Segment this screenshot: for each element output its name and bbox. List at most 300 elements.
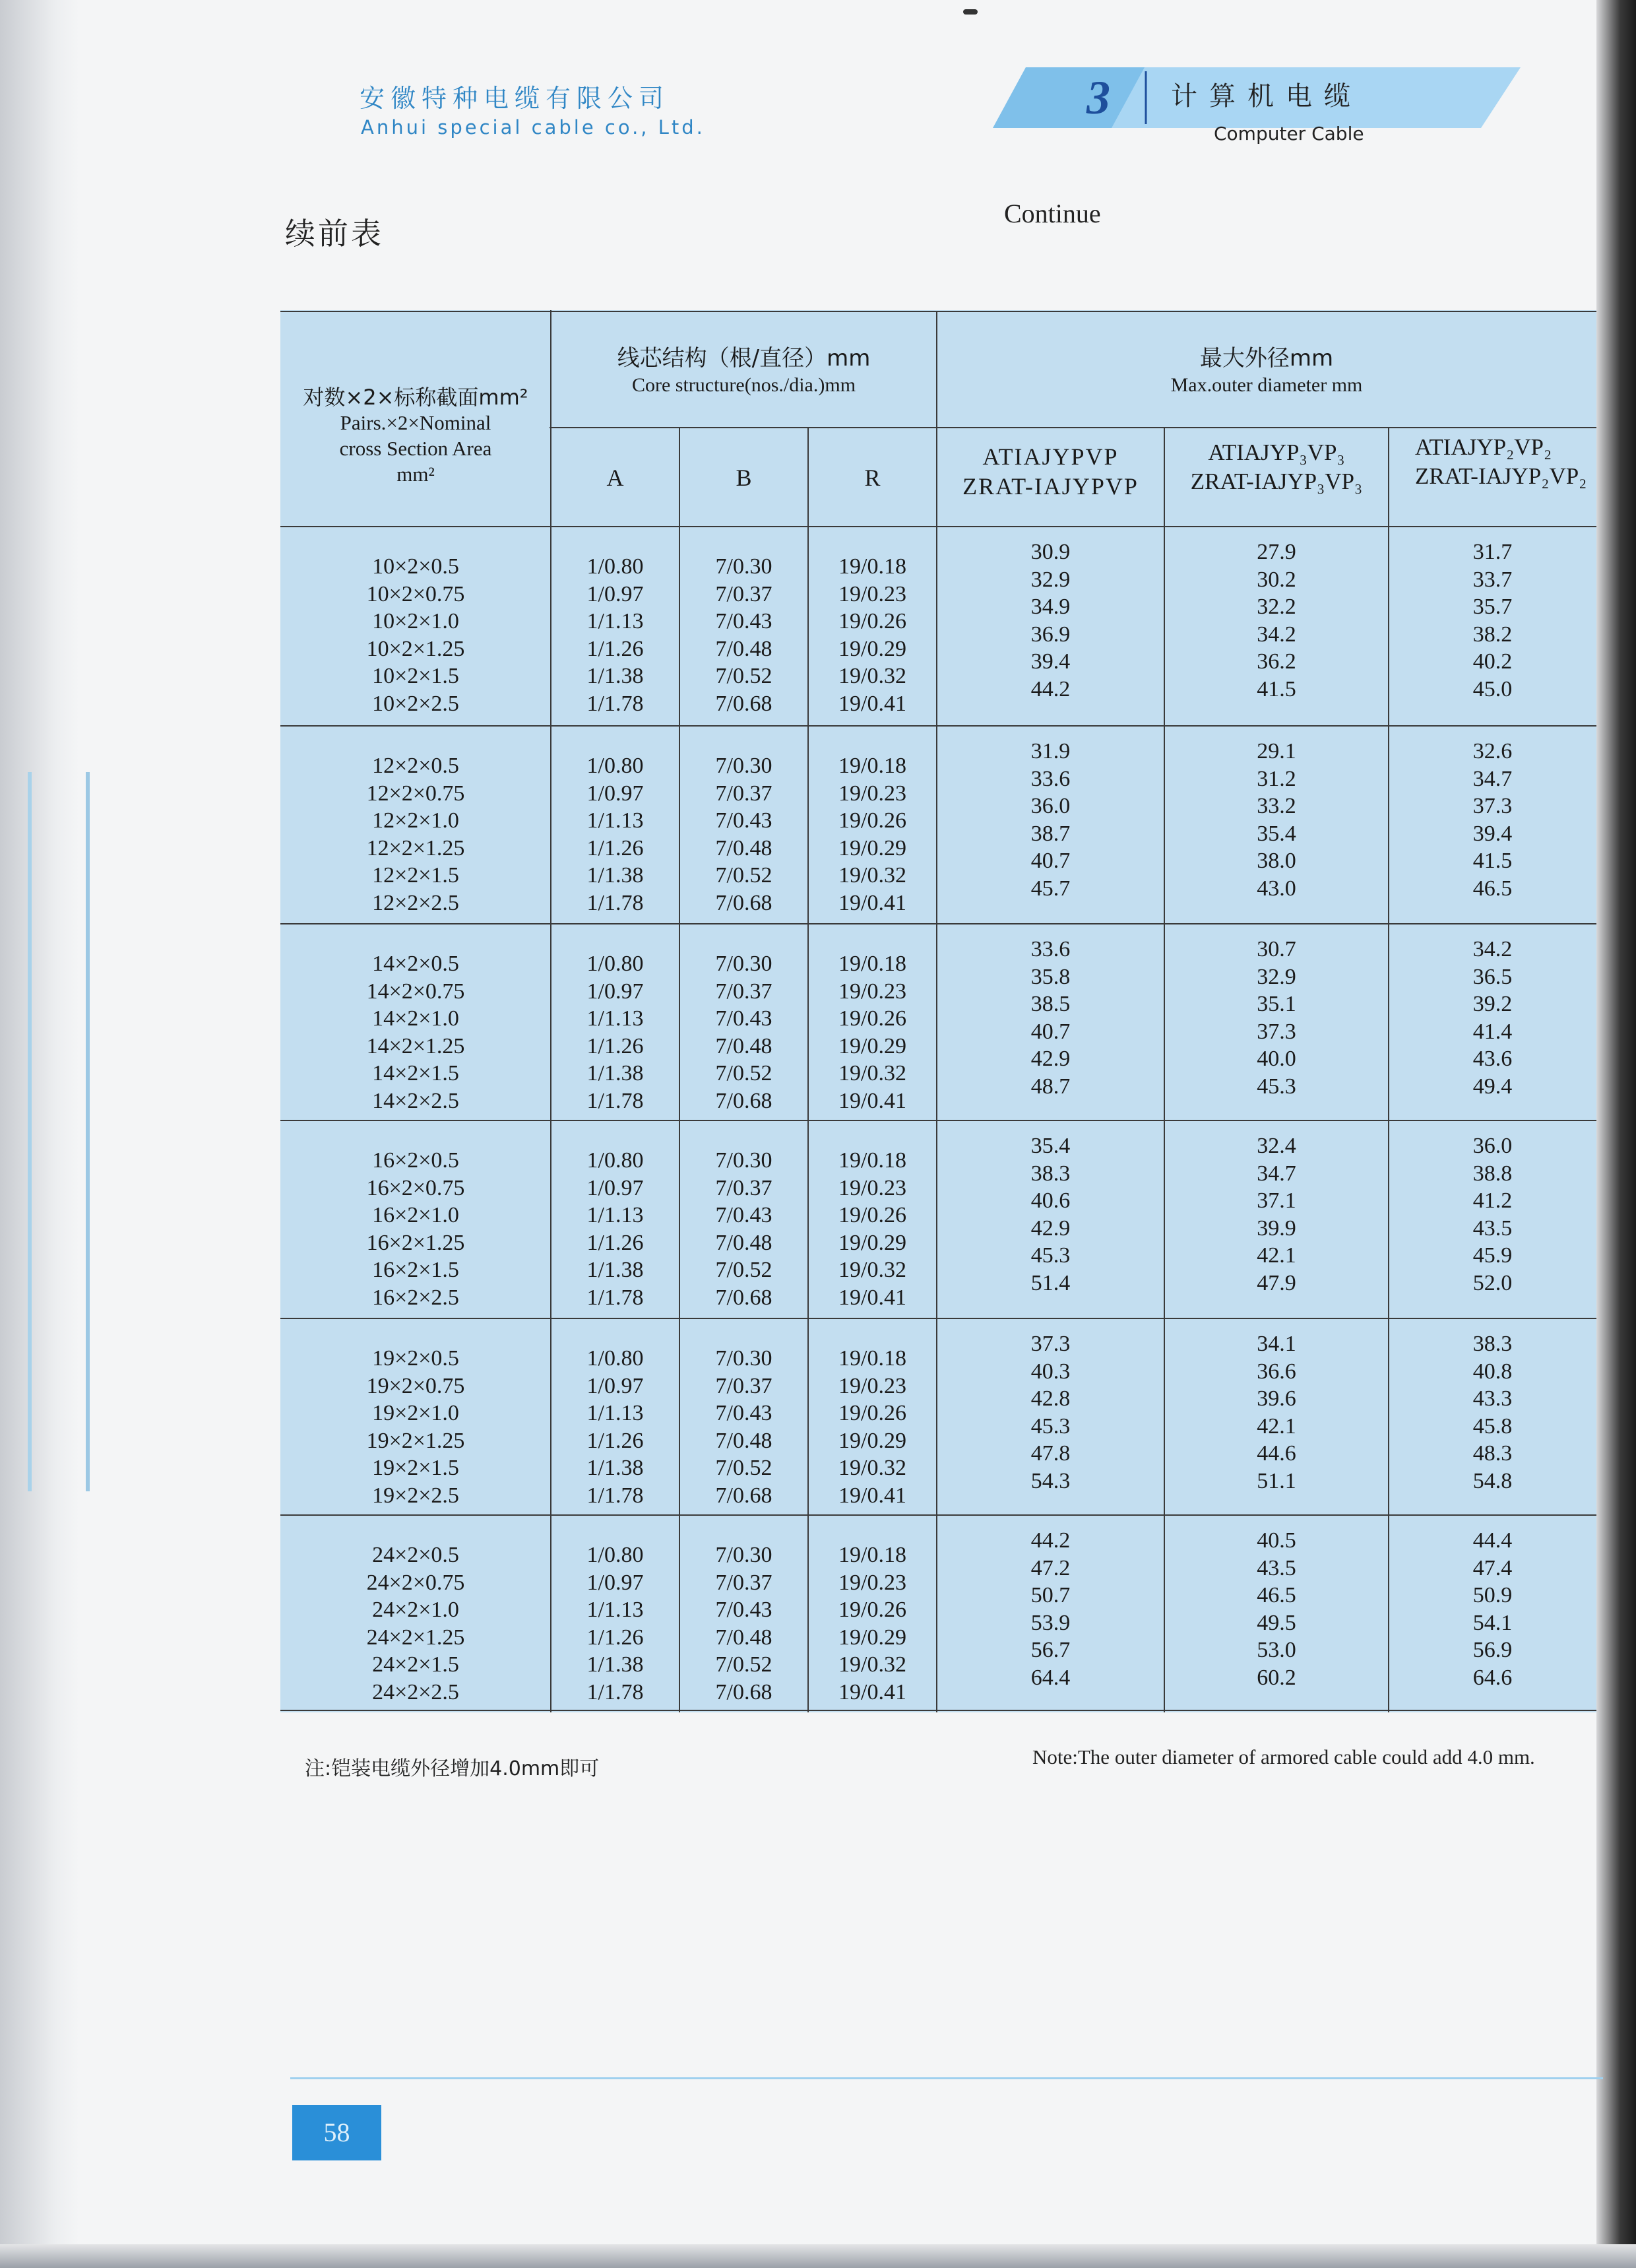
cell-core-a: 1/1.26 (586, 835, 644, 860)
cell-spec: 14×2×1.5 (372, 1061, 459, 1085)
cell-spec: 12×2×1.0 (372, 808, 459, 833)
cell-dia-2-column (1164, 738, 1389, 902)
cell-dia-1: 47.8 (1030, 1441, 1071, 1466)
cell-spec-column (280, 1541, 551, 1706)
cell-dia-3: 54.1 (1472, 1610, 1513, 1635)
cell-core-a: 1/1.38 (586, 863, 644, 888)
cell-dia-1: 47.2 (1030, 1555, 1071, 1580)
chapter-title-en: Computer Cable (1214, 123, 1364, 145)
chapter-title-cn: 计算机电缆 (1171, 81, 1362, 112)
cell-dia-2: 39.9 (1257, 1215, 1296, 1241)
cell-core-r: 19/0.32 (838, 1061, 906, 1085)
cell-core-r: 19/0.29 (838, 835, 906, 860)
cell-dia-3: 52.0 (1472, 1270, 1513, 1295)
cell-dia-3: 41.5 (1472, 849, 1513, 873)
cell-core-r: 19/0.41 (838, 890, 906, 915)
cell-core-b: 7/0.68 (715, 691, 772, 716)
col-header-spec-en: cross Section Area (339, 436, 492, 460)
cell-dia-3: 48.3 (1472, 1441, 1513, 1466)
cell-spec: 14×2×2.5 (372, 1088, 459, 1113)
cell-core-a: 1/1.38 (586, 664, 644, 688)
cell-core-b: 7/0.48 (715, 636, 772, 661)
cell-core-r: 19/0.29 (838, 636, 906, 661)
cell-dia-2-column (1164, 538, 1389, 703)
cell-core-b: 7/0.37 (715, 1373, 772, 1398)
cell-dia-1: 32.9 (1030, 567, 1071, 592)
cell-spec: 10×2×0.5 (372, 554, 459, 579)
cell-spec: 16×2×0.5 (372, 1148, 459, 1173)
cell-dia-2: 43.5 (1257, 1555, 1296, 1580)
cell-core-b: 7/0.68 (715, 890, 772, 915)
cell-dia-2: 41.5 (1257, 676, 1296, 701)
cell-core-a: 1/1.38 (586, 1652, 644, 1677)
cell-spec: 16×2×1.5 (372, 1258, 459, 1282)
cell-core-r-column (808, 553, 937, 717)
cell-dia-2: 42.1 (1257, 1243, 1296, 1268)
cell-spec: 12×2×1.5 (372, 863, 459, 888)
note-cn: 注:铠装电缆外径增加4.0mm即可 (305, 1757, 600, 1780)
cell-core-b: 7/0.30 (715, 952, 772, 976)
cell-core-a: 1/0.80 (586, 1346, 644, 1371)
cell-dia-3: 49.4 (1472, 1074, 1513, 1099)
cell-dia-1: 31.9 (1030, 739, 1071, 763)
cell-core-r: 19/0.18 (838, 952, 906, 976)
cell-dia-2: 32.4 (1257, 1134, 1296, 1158)
subheader-type-3 (1389, 433, 1596, 491)
cell-core-b: 7/0.43 (715, 1598, 772, 1622)
cell-dia-3: 40.8 (1472, 1359, 1513, 1384)
cell-dia-2: 33.2 (1257, 794, 1296, 818)
cell-dia-2: 37.3 (1257, 1019, 1296, 1044)
cell-core-b: 7/0.30 (715, 1543, 772, 1567)
cell-dia-1: 44.2 (1030, 1528, 1071, 1553)
subheader-a: A (606, 465, 624, 491)
cell-dia-2: 45.3 (1257, 1074, 1296, 1099)
cell-dia-1: 50.7 (1030, 1583, 1071, 1607)
cell-core-b: 7/0.52 (715, 664, 772, 688)
cell-dia-2: 44.6 (1257, 1441, 1296, 1466)
cell-core-b: 7/0.37 (715, 979, 772, 1004)
page-bottom-shadow (0, 2244, 1636, 2268)
cell-spec: 24×2×2.5 (372, 1679, 459, 1704)
cell-core-r: 19/0.18 (838, 1346, 906, 1371)
cell-dia-3: 41.4 (1472, 1019, 1513, 1044)
cell-core-b: 7/0.43 (715, 1006, 772, 1031)
cell-core-a: 1/1.26 (586, 1230, 644, 1255)
cell-dia-2: 30.7 (1257, 937, 1296, 961)
page-number: 58 (292, 2105, 381, 2160)
cell-spec: 24×2×0.75 (366, 1570, 465, 1595)
cell-dia-2: 46.5 (1257, 1583, 1296, 1607)
subheader-type-2 (1164, 438, 1389, 496)
cell-dia-3: 45.9 (1472, 1243, 1513, 1268)
company-name-cn: 安徽特种电缆有限公司 (360, 84, 670, 113)
cell-dia-1: 39.4 (1030, 649, 1071, 674)
cell-dia-1: 45.3 (1030, 1243, 1071, 1268)
cell-dia-1: 33.6 (1030, 937, 1071, 961)
cell-core-b: 7/0.48 (715, 1230, 772, 1255)
cell-core-b-column (679, 1345, 808, 1509)
cell-spec: 24×2×0.5 (372, 1543, 459, 1567)
cell-dia-2: 35.1 (1257, 992, 1296, 1016)
cell-core-a: 1/1.78 (586, 1088, 644, 1113)
cell-core-a: 1/0.97 (586, 1373, 644, 1398)
cell-core-b-column (679, 1147, 808, 1311)
cell-dia-2: 51.1 (1257, 1468, 1296, 1493)
cell-spec: 16×2×1.0 (372, 1203, 459, 1227)
cell-core-b: 7/0.43 (715, 1401, 772, 1425)
speck (963, 9, 978, 15)
cell-dia-1: 33.6 (1030, 766, 1071, 791)
cell-dia-3: 45.8 (1472, 1413, 1513, 1439)
cell-dia-2: 37.1 (1257, 1188, 1296, 1213)
type-name: ATIAJYP₂VP₂ (1415, 434, 1552, 460)
col-header-maxdia-en: Max.outer diameter mm (1170, 373, 1363, 396)
cell-spec: 12×2×0.5 (372, 754, 459, 778)
col-header-spec-en: Pairs.×2×Nominal (340, 411, 491, 434)
cell-core-a: 1/1.78 (586, 1285, 644, 1310)
cell-spec-column (280, 1147, 551, 1311)
cell-dia-2: 38.0 (1257, 849, 1296, 873)
cell-core-a: 1/1.78 (586, 1679, 644, 1704)
cell-dia-1: 54.3 (1030, 1468, 1071, 1493)
cell-core-r: 19/0.41 (838, 1679, 906, 1704)
cell-dia-2: 42.1 (1257, 1413, 1296, 1439)
cell-core-a: 1/1.78 (586, 1483, 644, 1508)
cell-dia-2: 34.1 (1257, 1332, 1296, 1356)
cell-spec: 14×2×0.5 (372, 952, 459, 976)
cell-dia-1: 38.3 (1030, 1161, 1071, 1186)
cell-core-a: 1/1.13 (586, 1203, 644, 1227)
cell-core-r: 19/0.23 (838, 1175, 906, 1200)
cell-dia-2: 43.0 (1257, 876, 1296, 901)
cell-core-a: 1/0.97 (586, 1175, 644, 1200)
cell-core-a-column (551, 752, 679, 917)
cell-dia-3: 46.5 (1472, 876, 1513, 901)
cell-core-b: 7/0.52 (715, 1652, 772, 1677)
cell-core-a: 1/1.13 (586, 1401, 644, 1425)
cell-core-a: 1/0.80 (586, 1543, 644, 1567)
cell-core-b: 7/0.37 (715, 1175, 772, 1200)
cell-core-a-column (551, 1541, 679, 1706)
chapter-banner (993, 67, 1521, 128)
type-name: ATIAJYP₃VP₃ (1208, 439, 1345, 465)
col-header-maxdia (937, 344, 1596, 397)
cell-dia-2: 34.7 (1257, 1161, 1296, 1186)
cell-core-b: 7/0.48 (715, 1625, 772, 1650)
cell-dia-3: 41.2 (1472, 1188, 1513, 1213)
col-header-spec-en: mm² (396, 462, 435, 486)
page-edge-shadow (1596, 0, 1636, 2268)
cell-dia-1-column (937, 936, 1164, 1100)
cell-core-a: 1/1.38 (586, 1456, 644, 1480)
cell-dia-1: 53.9 (1030, 1610, 1071, 1635)
cell-dia-1: 64.4 (1030, 1665, 1071, 1690)
cell-spec: 14×2×1.0 (372, 1006, 459, 1031)
type-name: ZRAT-IAJYP₂VP₂ (1415, 463, 1587, 489)
cell-dia-2: 60.2 (1257, 1665, 1296, 1690)
note-en: Note:The outer diameter of armored cable could add 4.0 mm. (1032, 1745, 1535, 1768)
cell-spec: 10×2×1.5 (372, 664, 459, 688)
cell-core-a: 1/1.38 (586, 1258, 644, 1282)
cell-core-b: 7/0.30 (715, 1346, 772, 1371)
cell-dia-3: 43.5 (1472, 1215, 1513, 1241)
subheader-type-1 (937, 442, 1164, 502)
cell-dia-1: 45.3 (1030, 1413, 1071, 1439)
cell-dia-1: 35.8 (1030, 964, 1071, 989)
cell-dia-2: 35.4 (1257, 821, 1296, 846)
cell-core-r: 19/0.41 (838, 1483, 906, 1508)
cell-core-r: 19/0.23 (838, 581, 906, 606)
cell-dia-2: 32.9 (1257, 964, 1296, 989)
cell-spec: 24×2×1.0 (372, 1598, 459, 1622)
cell-dia-3: 36.5 (1472, 964, 1513, 989)
cell-core-a-column (551, 1147, 679, 1311)
cell-dia-1: 38.5 (1030, 992, 1071, 1016)
cell-core-r: 19/0.41 (838, 1285, 906, 1310)
binding-line (86, 772, 90, 1491)
cell-core-a-column (551, 950, 679, 1115)
cell-core-r: 19/0.29 (838, 1033, 906, 1058)
footer-divider (290, 2077, 1603, 2079)
cell-core-r: 19/0.26 (838, 609, 906, 633)
cell-dia-3: 33.7 (1472, 567, 1513, 592)
cell-core-b: 7/0.68 (715, 1285, 772, 1310)
cell-dia-3: 34.2 (1472, 937, 1513, 961)
cell-dia-3: 47.4 (1472, 1555, 1513, 1580)
cell-dia-2: 32.2 (1257, 595, 1296, 619)
cell-spec-column (280, 553, 551, 717)
cell-spec: 12×2×0.75 (366, 781, 465, 806)
cell-dia-1: 51.4 (1030, 1270, 1071, 1295)
cell-dia-3: 39.4 (1472, 821, 1513, 846)
cell-dia-2: 27.9 (1257, 540, 1296, 564)
cell-spec: 14×2×1.25 (366, 1033, 465, 1058)
cell-core-r: 19/0.41 (838, 691, 906, 716)
cell-core-b: 7/0.48 (715, 1033, 772, 1058)
cell-core-a: 1/1.78 (586, 691, 644, 716)
cell-spec: 19×2×2.5 (372, 1483, 459, 1508)
cell-dia-1: 40.7 (1030, 1019, 1071, 1044)
cell-core-a: 1/1.13 (586, 1598, 644, 1622)
col-header-core-en: Core structure(nos./dia.)mm (631, 373, 856, 396)
cell-core-a: 1/0.80 (586, 754, 644, 778)
cell-spec: 10×2×1.0 (372, 609, 459, 633)
cell-core-a: 1/0.80 (586, 1148, 644, 1173)
cell-core-a: 1/0.97 (586, 781, 644, 806)
cell-core-b: 7/0.48 (715, 835, 772, 860)
continue-label-cn: 续前表 (285, 216, 384, 251)
cell-core-a-column (551, 1345, 679, 1509)
cell-spec: 19×2×1.5 (372, 1456, 459, 1480)
cell-dia-1-column (937, 1330, 1164, 1495)
cell-core-b: 7/0.52 (715, 1061, 772, 1085)
cell-spec: 19×2×1.25 (366, 1428, 465, 1453)
cell-dia-2: 30.2 (1257, 567, 1296, 592)
cell-dia-3-column (1389, 936, 1596, 1100)
cell-dia-2: 40.5 (1257, 1528, 1296, 1553)
cell-core-b: 7/0.30 (715, 754, 772, 778)
company-name-en: Anhui special cable co., Ltd. (361, 116, 705, 139)
cell-core-b: 7/0.68 (715, 1088, 772, 1113)
cell-spec: 19×2×0.5 (372, 1346, 459, 1371)
cell-dia-3: 38.2 (1472, 622, 1513, 647)
cell-core-r: 19/0.32 (838, 1652, 906, 1677)
cell-core-r: 19/0.18 (838, 554, 906, 579)
cell-core-b-column (679, 950, 808, 1115)
cell-dia-1: 48.7 (1030, 1074, 1071, 1099)
cell-dia-2-column (1164, 1330, 1389, 1495)
cell-core-b: 7/0.68 (715, 1679, 772, 1704)
cell-core-b: 7/0.37 (715, 581, 772, 606)
cell-core-a: 1/0.97 (586, 581, 644, 606)
cell-core-b: 7/0.30 (715, 1148, 772, 1173)
cell-dia-3: 43.3 (1472, 1386, 1513, 1411)
cell-spec-column (280, 1345, 551, 1509)
cell-spec: 10×2×2.5 (372, 691, 459, 716)
cell-dia-2: 49.5 (1257, 1610, 1296, 1635)
cell-dia-1: 42.9 (1030, 1047, 1071, 1071)
cell-dia-1-column (937, 538, 1164, 703)
cell-dia-1: 45.7 (1030, 876, 1071, 901)
cell-dia-2: 36.6 (1257, 1359, 1296, 1384)
cell-dia-3-column (1389, 738, 1596, 902)
cell-core-r: 19/0.26 (838, 1006, 906, 1031)
cell-dia-2: 53.0 (1257, 1638, 1296, 1662)
cell-spec: 14×2×0.75 (366, 979, 465, 1004)
binding-line (28, 772, 32, 1491)
cell-dia-2: 29.1 (1257, 739, 1296, 763)
cell-dia-3: 34.7 (1472, 766, 1513, 791)
cell-dia-1: 36.0 (1030, 794, 1071, 818)
cell-dia-1: 38.7 (1030, 821, 1071, 846)
cell-core-b: 7/0.30 (715, 554, 772, 579)
cell-core-r-column (808, 950, 937, 1115)
cell-spec: 24×2×1.25 (366, 1625, 465, 1650)
cell-dia-3: 31.7 (1472, 540, 1513, 564)
cell-core-b: 7/0.37 (715, 781, 772, 806)
cell-spec: 16×2×2.5 (372, 1285, 459, 1310)
cell-spec: 12×2×1.25 (366, 835, 465, 860)
cell-dia-2-column (1164, 936, 1389, 1100)
cell-dia-1-column (937, 738, 1164, 902)
cell-core-b: 7/0.37 (715, 1570, 772, 1595)
cell-core-r-column (808, 1345, 937, 1509)
cell-dia-3-column (1389, 1132, 1596, 1297)
cell-dia-3: 45.0 (1472, 676, 1513, 701)
cell-core-b: 7/0.52 (715, 1456, 772, 1480)
cell-core-b-column (679, 553, 808, 717)
cell-dia-1-column (937, 1527, 1164, 1691)
cell-dia-2: 34.2 (1257, 622, 1296, 647)
cell-core-r: 19/0.23 (838, 781, 906, 806)
cell-core-b: 7/0.68 (715, 1483, 772, 1508)
cell-core-r: 19/0.29 (838, 1625, 906, 1650)
cell-core-r-column (808, 752, 937, 917)
cell-core-r: 19/0.23 (838, 1373, 906, 1398)
cell-dia-1: 56.7 (1030, 1638, 1071, 1662)
cell-dia-3: 56.9 (1472, 1638, 1513, 1662)
cell-dia-3: 38.8 (1472, 1161, 1513, 1186)
cell-dia-2-column (1164, 1527, 1389, 1691)
type-name: ZRAT-IAJYP₃VP₃ (1190, 468, 1363, 494)
type-name: ATIAJYPVP (982, 443, 1119, 470)
cell-core-r: 19/0.32 (838, 863, 906, 888)
cell-core-b-column (679, 752, 808, 917)
cell-core-r: 19/0.26 (838, 1598, 906, 1622)
cell-spec: 24×2×1.5 (372, 1652, 459, 1677)
cell-dia-3-column (1389, 1330, 1596, 1495)
cell-core-r: 19/0.23 (838, 979, 906, 1004)
continue-label-en: Continue (1004, 199, 1101, 228)
cell-core-a: 1/1.13 (586, 1006, 644, 1031)
cell-core-b-column (679, 1541, 808, 1706)
page-binding-shadow (0, 0, 79, 2268)
cell-spec: 10×2×1.25 (366, 636, 465, 661)
cell-core-b: 7/0.43 (715, 1203, 772, 1227)
cell-dia-3-column (1389, 1527, 1596, 1691)
cell-dia-1-column (937, 1132, 1164, 1297)
cell-core-a: 1/1.13 (586, 609, 644, 633)
cell-core-r: 19/0.32 (838, 1258, 906, 1282)
cell-dia-1: 42.9 (1030, 1215, 1071, 1241)
cell-dia-1: 40.6 (1030, 1188, 1071, 1213)
cell-core-a: 1/1.78 (586, 890, 644, 915)
chapter-number: 3 (1086, 71, 1110, 124)
cell-dia-3: 35.7 (1472, 595, 1513, 619)
cell-dia-3: 54.8 (1472, 1468, 1513, 1493)
cell-dia-3: 32.6 (1472, 739, 1513, 763)
cell-dia-3-column (1389, 538, 1596, 703)
cell-core-a: 1/0.80 (586, 554, 644, 579)
cell-core-b: 7/0.52 (715, 863, 772, 888)
cell-core-r: 19/0.29 (838, 1230, 906, 1255)
cell-spec: 19×2×0.75 (366, 1373, 465, 1398)
col-header-core (551, 344, 937, 397)
cell-dia-1: 42.8 (1030, 1386, 1071, 1411)
cell-core-r: 19/0.32 (838, 1456, 906, 1480)
cell-core-a: 1/0.97 (586, 1570, 644, 1595)
cell-core-r: 19/0.18 (838, 1543, 906, 1567)
cell-dia-3: 37.3 (1472, 794, 1513, 818)
cell-core-a: 1/1.26 (586, 636, 644, 661)
cell-spec-column (280, 950, 551, 1115)
cell-core-r: 19/0.41 (838, 1088, 906, 1113)
cell-core-a: 1/0.80 (586, 952, 644, 976)
cell-core-b: 7/0.43 (715, 808, 772, 833)
cell-dia-3: 39.2 (1472, 992, 1513, 1016)
cell-dia-2: 36.2 (1257, 649, 1296, 674)
cell-core-r: 19/0.26 (838, 1203, 906, 1227)
cell-core-r: 19/0.18 (838, 1148, 906, 1173)
cell-core-a: 1/1.13 (586, 808, 644, 833)
cell-core-r: 19/0.18 (838, 754, 906, 778)
cell-dia-3: 40.2 (1472, 649, 1513, 674)
spec-table (280, 310, 1596, 1712)
col-header-spec (280, 384, 551, 487)
cell-dia-1: 30.9 (1030, 540, 1071, 564)
cell-core-r-column (808, 1541, 937, 1706)
cell-dia-2: 40.0 (1257, 1047, 1296, 1071)
cell-dia-2: 31.2 (1257, 766, 1296, 791)
cell-dia-1: 34.9 (1030, 595, 1071, 619)
cell-core-r: 19/0.23 (838, 1570, 906, 1595)
cell-core-b: 7/0.43 (715, 609, 772, 633)
cell-core-r: 19/0.26 (838, 808, 906, 833)
cell-core-a: 1/1.26 (586, 1428, 644, 1453)
cell-dia-1: 40.7 (1030, 849, 1071, 873)
cell-spec: 12×2×2.5 (372, 890, 459, 915)
